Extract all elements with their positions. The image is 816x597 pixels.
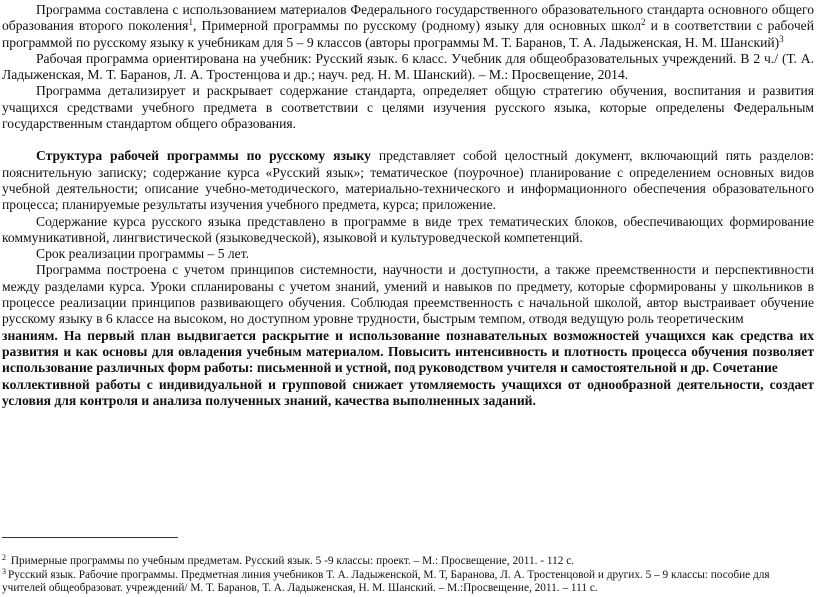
paragraph-sources-text-c: и в соответствии с рабочей программой по русскому языку к учебникам для 5 – 9 классов (авторы программы М. Т. Баранов, Т. А. Ладыженская, Н. М. Шанский): [2, 18, 814, 50]
document-body: [2, 2, 814, 409]
structure-heading: Структура рабочей программы по русскому языку: [36, 148, 371, 164]
footnotes: [2, 555, 814, 596]
paragraph-cognitive: знаниям. На первый план выдвигается раскрытие и использование познавательных возможностей учащихся как средства их развития и как основы для овладения учебным материалом. Повысить интенсивность и плотность процесса обучения позволяет использование различных форм работы: письменной и устной, под руководством учителя и самостоятельной и др. Сочетание: [2, 327, 814, 376]
paragraph-sources-text-b: , Примерной программы по русскому (родному) языку для основных школ: [192, 18, 642, 34]
paragraph-collective: коллективной работы с индивидуальной и групповой снижает утомляемость учащихся от однообразной деятельности, создает условия для контроля и анализа полученных знаний, качества выполненных заданий.: [2, 376, 814, 408]
paragraph-structure: [2, 148, 814, 213]
footnote-3-mark: 3: [2, 566, 6, 576]
footnote-3-text: Русский язык. Рабочие программы. Предметная линия учебников Т. А. Ладыженской, М. Т, Баранова, Л. А. Тростенцовой и других. 5 – 9 классы: пособие для учителей общеобразоват. учреждений/ М. Т. Баранов, Т. А. Ладыженская, Н. М. Шанский. – М.:Просвещение, 2011. – 111 с.: [2, 568, 770, 595]
footnote-ref-3: 3: [779, 33, 784, 44]
footnote-2-mark: 2: [2, 553, 6, 562]
paragraph-purpose: Программа детализирует и раскрывает содержание стандарта, определяет общую стратегию обучения, воспитания и развития учащихся средствами учебного предмета в соответствии с целями изучения русского языка, которые определены Федеральным государственным стандартом общего образования.: [2, 83, 814, 132]
paragraph-textbook: Рабочая программа ориентирована на учебник: Русский язык. 6 класс. Учебник для общеобразовательных учреждений. В 2 ч./ (Т. А. Ладыженская, М. Т. Баранов, Л. А. Тростенцова и др.; науч. ред. Н. М. Шанский). – М.: Просвещение, 2014.: [2, 50, 814, 83]
footnote-ref-1: 1: [188, 17, 193, 28]
footnote-ref-2: 2: [641, 17, 646, 28]
paragraph-sources: [2, 2, 814, 51]
paragraph-sources-text-a: Программа составлена с использованием материалов Федерального государственного образовательного стандарта основного общего образования второго поколения: [2, 2, 814, 34]
paragraph-content: Содержание курса русского языка представлено в программе в виде трех тематических блоков, обеспечивающих формирование коммуникативной, лингвистической (языковедческой), языковой и культуроведческой компетенций.: [2, 213, 814, 245]
footnote-3: [2, 566, 814, 596]
structure-text: представляет собой целостный документ, включающий пять разделов: пояснительную записку; содержание курса «Русский язык»; тематическое (поурочное) планирование с определением основных видов учебной деятельности; описание учебно-методического, материально-технического и информационного обеспечения образовательного процесса; планируемые результаты изучения учебного предмета, курса; приложение.: [2, 148, 815, 213]
footnote-2-text: Примерные программы по учебным предметам. Русский язык. 5 -9 классы: проект. – М.: Просвещение, 2011. - 112 с.: [8, 555, 575, 567]
paragraph-duration: Срок реализации программы – 5 лет.: [36, 246, 250, 262]
paragraph-principles: Программа построена с учетом принципов системности, научности и доступности, а также преемственности и перспективности между разделами курса. Уроки спланированы с учетом знаний, умений и навыков по предмету, которые сформированы у школьников в процессе реализации принципов развивающего обучения. Соблюдая преемственность с начальной школой, автор выстраивает обучение русскому языку в 6 классе на высоком, но доступном уровне трудности, быстрым темпом, отводя ведущую роль теоретическим: [2, 262, 814, 327]
footnote-2: [2, 555, 814, 569]
footnote-separator: [2, 537, 178, 538]
